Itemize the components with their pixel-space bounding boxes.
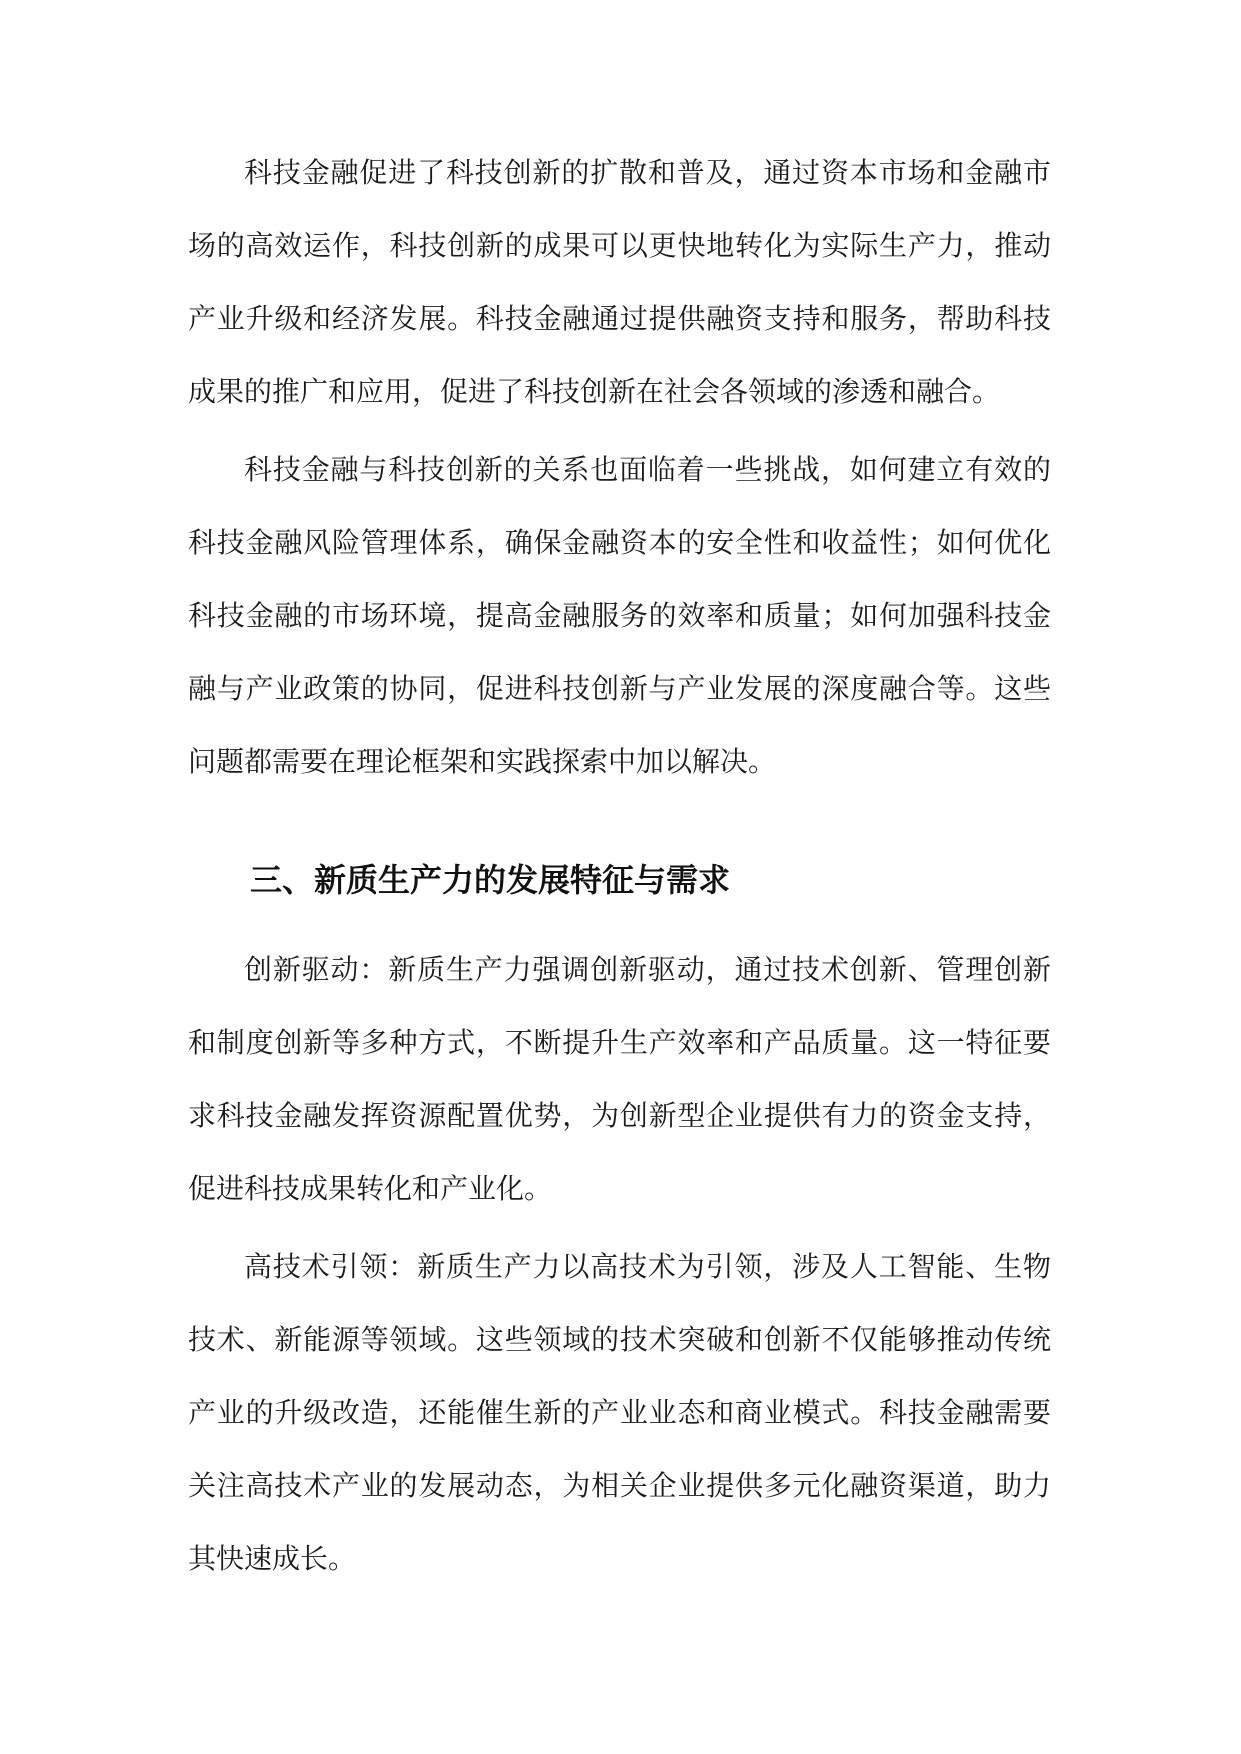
section-paragraph-innovation: [188, 933, 1051, 1225]
section-heading: 三、新质生产力的发展特征与需求: [250, 861, 731, 899]
paragraph-text: 科技金融促进了科技创新的扩散和普及，通过资本市场和金融市场的高效运作，科技创新的成果可以更快地转化为实际生产力，推动产业升级和经济发展。科技金融通过提供融资支持和服务，帮助科技成果的推广和应用，促进了科技创新在社会各领域的渗透和融合。: [188, 156, 1051, 408]
body-paragraph-1: [188, 136, 1051, 428]
paragraph-text: 创新驱动：新质生产力强调创新驱动，通过技术创新、管理创新和制度创新等多种方式，不断提升生产效率和产品质量。这一特征要求科技金融发挥资源配置优势，为创新型企业提供有力的资金支持，促进科技成果转化和产业化。: [188, 953, 1051, 1205]
section-paragraph-high-tech: [188, 1230, 1051, 1595]
paragraph-text: 高技术引领：新质生产力以高技术为引领，涉及人工智能、生物技术、新能源等领域。这些领域的技术突破和创新不仅能够推动传统产业的升级改造，还能催生新的产业业态和商业模式。科技金融需要关注高技术产业的发展动态，为相关企业提供多元化融资渠道，助力其快速成长。: [188, 1250, 1051, 1575]
body-paragraph-2: [188, 433, 1051, 798]
paragraph-text: 科技金融与科技创新的关系也面临着一些挑战，如何建立有效的科技金融风险管理体系，确保金融资本的安全性和收益性；如何优化科技金融的市场环境，提高金融服务的效率和质量；如何加强科技金融与产业政策的协同，促进科技创新与产业发展的深度融合等。这些问题都需要在理论框架和实践探索中加以解决。: [188, 453, 1051, 778]
